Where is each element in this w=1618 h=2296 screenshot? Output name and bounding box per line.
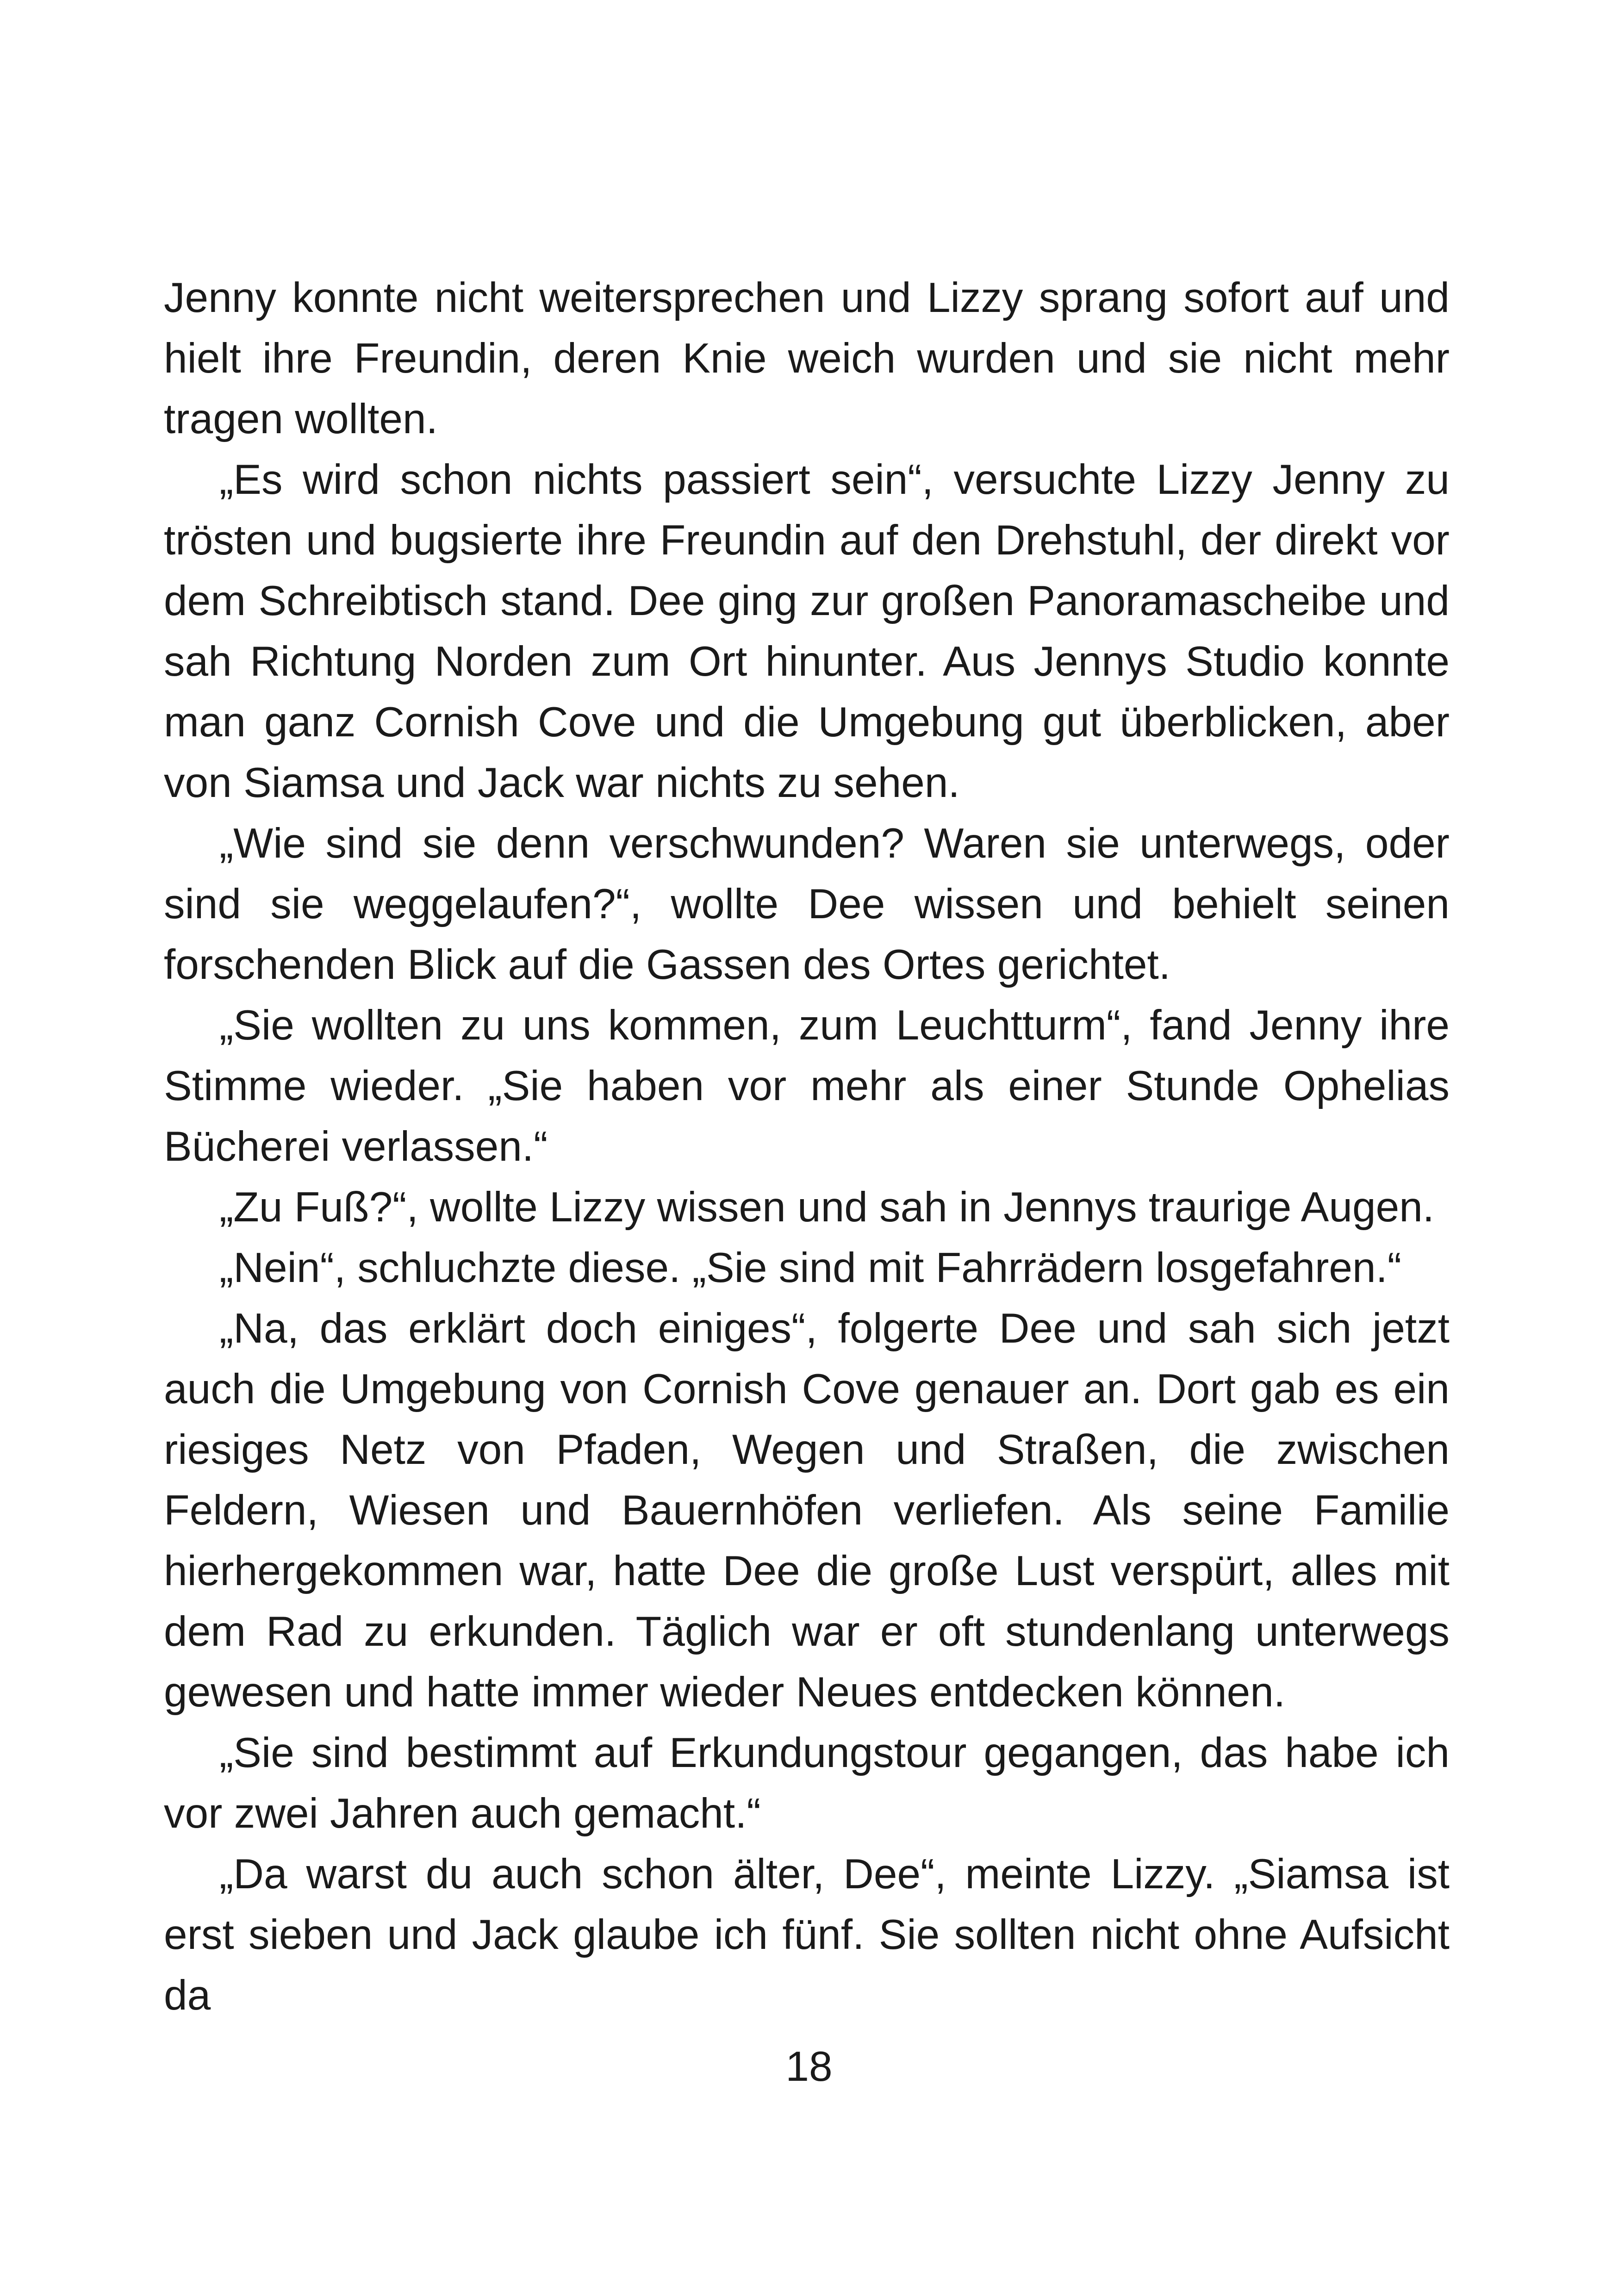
- paragraph-4: „Sie wollten zu uns kommen, zum Leuchtturm“, fand Jenny ihre Stimme wieder. „Sie haben vor mehr als einer Stunde Ophelias Bücherei verlassen.“: [164, 1002, 1450, 1170]
- paragraph-9: „Da warst du auch schon älter, Dee“, meinte Lizzy. „Siamsa ist erst sieben und Jack glaube ich fünf. Sie sollten nicht ohne Aufsicht da: [164, 1851, 1450, 2019]
- paragraph-1: Jenny konnte nicht weitersprechen und Lizzy sprang sofort auf und hielt ihre Freundin, deren Knie weich wurden und sie nicht mehr tragen wollten.: [164, 274, 1450, 442]
- paragraph-2: „Es wird schon nichts passiert sein“, versuchte Lizzy Jenny zu trösten und bugsierte ihre Freundin auf den Drehstuhl, der direkt vor dem Schreibtisch stand. Dee ging zur großen Panoramascheibe und sah Richtung Norden zum Ort hinunter. Aus Jennys Studio konnte man ganz Cornish Cove und die Umgebung gut überblicken, aber von Siamsa und Jack war nichts zu sehen.: [164, 456, 1450, 806]
- paragraph-6: „Nein“, schluchzte diese. „Sie sind mit Fahrrädern losgefahren.“: [219, 1244, 1402, 1291]
- paragraph-7: „Na, das erklärt doch einiges“, folgerte Dee und sah sich jetzt auch die Umgebung von Cornish Cove genauer an. Dort gab es ein riesiges Netz von Pfaden, Wegen und Straßen, die zwischen Feldern, Wiesen und Bauernhöfen verliefen. Als seine Familie hierhergekommen war, hatte Dee die große Lust verspürt, alles mit dem Rad zu erkunden. Täglich war er oft stundenlang unterwegs gewesen und hatte immer wieder Neues entdecken können.: [164, 1305, 1450, 1716]
- paragraph-3: „Wie sind sie denn verschwunden? Waren sie unterwegs, oder sind sie weggelaufen?“, wollte Dee wissen und behielt seinen forschenden Blick auf die Gassen des Ortes gerichtet.: [164, 820, 1450, 988]
- page-number: 18: [785, 2043, 833, 2090]
- paragraph-5: „Zu Fuß?“, wollte Lizzy wissen und sah in Jennys traurige Augen.: [219, 1184, 1435, 1231]
- body-text: [164, 268, 1450, 2026]
- paragraph-8: „Sie sind bestimmt auf Erkundungstour gegangen, das habe ich vor zwei Jahren auch gemacht.“: [164, 1730, 1450, 1837]
